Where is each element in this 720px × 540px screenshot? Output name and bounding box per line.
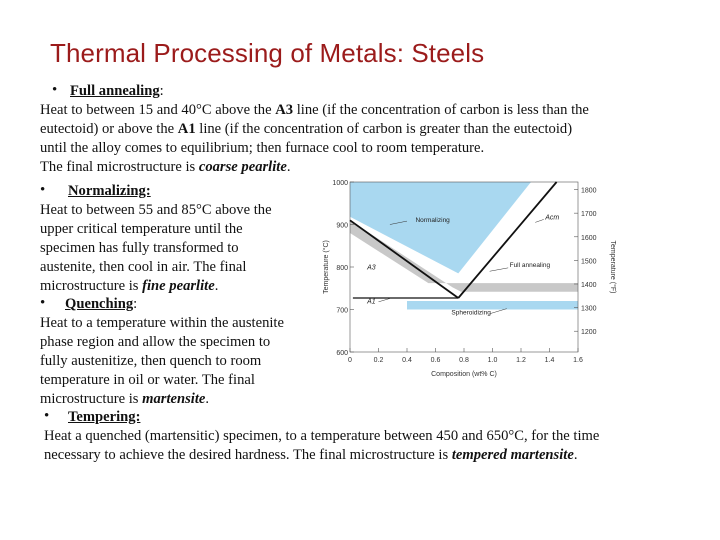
bullet-annealing: • [52, 82, 58, 98]
quenching-line-4: temperature in oil or water. The final [40, 372, 255, 388]
annealing-result: coarse pearlite [198, 159, 287, 175]
y-tick-label-c: 600 [336, 350, 348, 357]
slide-title: Thermal Processing of Metals: Steels [50, 38, 485, 68]
leader-full-annealing [490, 268, 509, 271]
label-spheroidizing: Spheroidizing [451, 309, 491, 317]
spheroidizing-band [407, 301, 578, 310]
bullet-quenching: • [40, 295, 46, 311]
quenching-result: martensite [142, 391, 206, 407]
annealing-line-1 [40, 101, 589, 120]
tempering-result: tempered martensite [451, 447, 574, 463]
annealing-line-4-a: The final microstructure is [40, 159, 199, 175]
tempering-line-1: Heat a quenched (martensitic) specimen, to a temperature between 450 and 650°C, for the time [44, 428, 600, 444]
quenching-text [40, 314, 284, 409]
x-tick-label: 1.0 [487, 357, 498, 364]
leader-acm [535, 219, 544, 222]
y-tick-label-c: 700 [336, 307, 348, 315]
normalizing-line-2: upper critical temperature until the [40, 221, 243, 237]
annealing-a1-term: A1 [177, 121, 196, 137]
tempering-text [44, 427, 599, 465]
annealing-line-2-c: line (if the concentration of carbon is greater than the eutectoid) [195, 121, 573, 137]
tempering-line-2-c: . [573, 447, 578, 463]
x-tick-label: 1.4 [544, 357, 555, 364]
heading-tempering [68, 408, 140, 427]
y-axis-label-right: Temperature (°F) [609, 240, 616, 294]
x-tick-label: 0.8 [459, 357, 469, 364]
bullet-normalizing: • [40, 182, 46, 198]
normalizing-band [350, 182, 531, 273]
heading-annealing [70, 82, 164, 101]
heat-treatment-diagram [320, 172, 620, 384]
label-acm: Acm [545, 214, 560, 222]
normalizing-line-5-c: . [214, 278, 219, 294]
bullet-tempering: • [44, 408, 50, 424]
quenching-line-5 [40, 390, 284, 409]
quenching-line-2: phase region and allow the specimen to [40, 334, 271, 350]
y-tick-label-c: 800 [336, 265, 348, 272]
leader-a1 [379, 298, 390, 301]
quenching-line-5-a: microstructure is [40, 391, 143, 407]
annealing-line-4-c: . [286, 159, 291, 175]
quenching-line-3: fully austenitize, then quench to room [40, 353, 262, 369]
y-tick-label-f: 1800 [581, 187, 597, 195]
label-normalizing: Normalizing [415, 216, 450, 224]
heading-annealing-colon: : [159, 83, 164, 99]
tempering-line-2-a: necessary to achieve the desired hardness. The final microstructure is [44, 447, 452, 463]
x-tick-label: 0.4 [402, 357, 412, 364]
label-full-annealing: Full annealing [509, 262, 551, 269]
annealing-text [40, 101, 589, 177]
normalizing-line-5 [40, 277, 272, 296]
x-tick-label: 0.2 [373, 357, 384, 364]
y-tick-label-f: 1300 [581, 305, 597, 313]
label-a1: A1 [367, 298, 376, 306]
normalizing-line-3: specimen has fully transformed to [40, 240, 239, 256]
x-tick-label: 1.6 [573, 357, 583, 364]
y-axis-label-left: Temperature (°C) [323, 240, 330, 294]
annealing-line-1-c: line (if the concentration of carbon is less than the [293, 102, 589, 118]
annealing-line-2-a: eutectoid) or above the [40, 121, 178, 137]
x-tick-label: 0 [348, 357, 352, 364]
annealing-line-3: until the alloy comes to equilibrium; then furnace cool to room temperature. [40, 140, 485, 156]
normalizing-line-1: Heat to between 55 and 85°C above the [40, 202, 272, 218]
quenching-line-1: Heat to a temperature within the austenite [40, 315, 284, 331]
y-tick-label-f: 1400 [581, 282, 597, 289]
y-tick-label-f: 1600 [581, 234, 597, 242]
tempering-line-2 [44, 446, 599, 465]
heading-normalizing-text: Normalizing: [68, 183, 151, 199]
heading-normalizing [68, 182, 151, 201]
y-tick-label-c: 900 [336, 222, 348, 230]
heading-annealing-text: Full annealing [70, 83, 160, 99]
normalizing-text [40, 201, 272, 296]
label-a3: A3 [367, 264, 376, 272]
normalizing-line-4: austenite, then cool in air. The final [40, 259, 247, 275]
x-axis-label: Composition (wt% C) [431, 371, 497, 378]
annealing-a3-term: A3 [275, 102, 294, 118]
heading-tempering-text: Tempering: [68, 409, 141, 425]
x-tick-label: 0.6 [430, 357, 441, 364]
heading-quenching-text: Quenching [65, 296, 134, 312]
heading-quenching-colon: : [133, 296, 138, 312]
heading-quenching [65, 295, 137, 314]
y-tick-label-f: 1500 [581, 258, 597, 266]
annealing-line-2 [40, 120, 589, 139]
normalizing-result: fine pearlite [142, 278, 215, 294]
quenching-line-5-c: . [205, 391, 210, 407]
normalizing-line-5-a: microstructure is [40, 278, 143, 294]
annealing-line-1-a: Heat to between 15 and 40°C above the [40, 102, 276, 118]
y-tick-label-f: 1200 [581, 329, 597, 337]
x-tick-label: 1.2 [516, 357, 526, 364]
y-tick-label-c: 1000 [332, 180, 348, 187]
y-tick-label-f: 1700 [581, 211, 597, 219]
